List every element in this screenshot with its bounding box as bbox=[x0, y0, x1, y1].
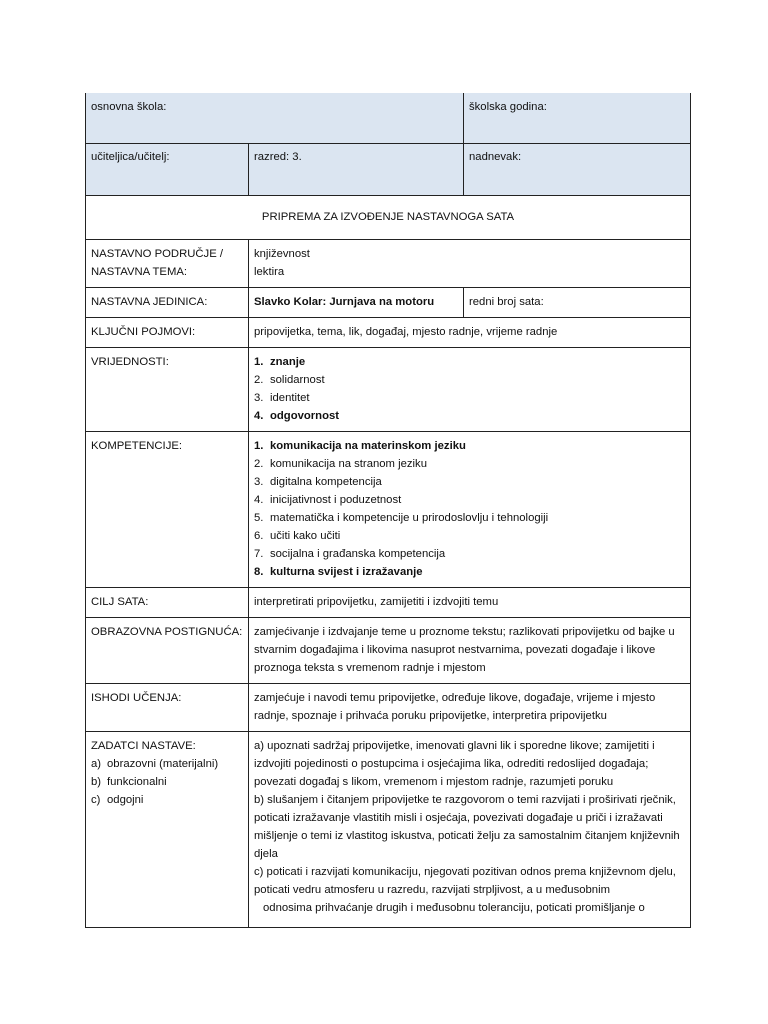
values-item bbox=[254, 371, 685, 389]
values-item-text: identitet bbox=[270, 391, 310, 404]
outcomes-label-cell bbox=[86, 683, 249, 731]
values-item bbox=[254, 407, 685, 425]
competences-item-number: 2. bbox=[254, 457, 264, 470]
goal-label-cell bbox=[86, 587, 249, 617]
competences-item-number: 6. bbox=[254, 529, 264, 542]
tasks-sub-item bbox=[91, 791, 243, 809]
area-label-cell bbox=[86, 239, 249, 287]
competences-item bbox=[254, 455, 685, 473]
tasks-b: b) slušanjem i čitanjem pripovijetke te razgovorom o temi razvijati i proširivati rječnik, poticati izražavanje vlastitih misli i osjećaja, povezivati događaje u priči i izražavati mišljenje o temi iz vlastitog iskustva, poticati želju za samostalnim čitanjem književnih djela bbox=[254, 793, 680, 860]
competences-item-text: kulturna svijest i izražavanje bbox=[270, 565, 423, 578]
area-value-cell bbox=[249, 239, 691, 287]
date-label: nadnevak: bbox=[469, 150, 522, 163]
key-terms-value-cell bbox=[249, 317, 691, 347]
competences-item bbox=[254, 473, 685, 491]
values-item-text: solidarnost bbox=[270, 373, 325, 386]
title-cell bbox=[86, 195, 691, 239]
outcomes-label: ISHODI UČENJA: bbox=[91, 691, 182, 704]
grade-cell bbox=[249, 143, 464, 195]
area-label: NASTAVNO PODRUČJE / NASTAVNA TEMA: bbox=[91, 247, 224, 278]
competences-list bbox=[254, 437, 685, 581]
values-item-number: 4. bbox=[254, 409, 264, 422]
tasks-sub-list bbox=[91, 755, 243, 809]
achievements-value: zamjećivanje i izdvajanje teme u proznome tekstu; razlikovati pripovijetku od bajke u stvarnim događajima i likovima nasuprot nestvarnima, povezati događaje i likove proznoga teksta s vremenom radnje i mjestom bbox=[254, 625, 675, 674]
achievements-label: OBRAZOVNA POSTIGNUĆA: bbox=[91, 625, 243, 638]
tasks-label: ZADATCI NASTAVE: bbox=[91, 739, 196, 752]
year-label: školska godina: bbox=[469, 101, 547, 113]
achievements-value-cell bbox=[249, 617, 691, 683]
lesson-plan-table bbox=[85, 93, 691, 928]
unit-label: NASTAVNA JEDINICA: bbox=[91, 295, 208, 308]
key-terms-label: KLJUČNI POJMOVI: bbox=[91, 325, 196, 338]
date-cell bbox=[464, 143, 691, 195]
values-label-cell bbox=[86, 347, 249, 431]
outcomes-value-cell bbox=[249, 683, 691, 731]
area-value-2: lektira bbox=[254, 265, 285, 278]
values-item-number: 2. bbox=[254, 373, 264, 386]
competences-item-text: socijalna i građanska kompetencija bbox=[270, 547, 446, 560]
values-row bbox=[86, 347, 691, 431]
teacher-label: učiteljica/učitelj: bbox=[91, 150, 170, 163]
competences-item-text: digitalna kompetencija bbox=[270, 475, 382, 488]
values-item bbox=[254, 353, 685, 371]
unit-value: Slavko Kolar: Jurnjava na motoru bbox=[254, 295, 435, 308]
school-label: osnovna škola: bbox=[91, 101, 167, 113]
values-label: VRIJEDNOSTI: bbox=[91, 355, 169, 368]
outcomes-row bbox=[86, 683, 691, 731]
tasks-label-cell bbox=[86, 731, 249, 927]
outcomes-value: zamjećuje i navodi temu pripovijetke, određuje likove, događaje, vrijeme i mjesto radnje, spoznaje i prihvaća poruku pripovijetke, interpretira pripovijetku bbox=[254, 691, 656, 722]
goal-row bbox=[86, 587, 691, 617]
lesson-plan-sheet bbox=[85, 93, 690, 931]
year-cell bbox=[464, 93, 691, 143]
tasks-sub-item-text: obrazovni (materijalni) bbox=[107, 757, 219, 770]
key-terms-label-cell bbox=[86, 317, 249, 347]
values-item-text: odgovornost bbox=[270, 409, 340, 422]
competences-item-text: inicijativnost i poduzetnost bbox=[270, 493, 402, 506]
competences-list-cell bbox=[249, 431, 691, 587]
achievements-row bbox=[86, 617, 691, 683]
achievements-label-cell bbox=[86, 617, 249, 683]
competences-label-cell bbox=[86, 431, 249, 587]
tasks-sub-item bbox=[91, 755, 243, 773]
tasks-sub-item-text: odgojni bbox=[107, 793, 144, 806]
values-list-cell bbox=[249, 347, 691, 431]
values-item bbox=[254, 389, 685, 407]
tasks-sub-item-number: b) bbox=[91, 775, 102, 788]
goal-label: CILJ SATA: bbox=[91, 595, 149, 608]
school-cell bbox=[86, 93, 464, 143]
unit-row bbox=[86, 287, 691, 317]
competences-item bbox=[254, 563, 685, 581]
tasks-sub-item bbox=[91, 773, 243, 791]
area-value-1: književnost bbox=[254, 247, 310, 260]
tasks-c: c) poticati i razvijati komunikaciju, njegovati pozitivan odnos prema književnom djelu, poticati vedru atmosferu u razredu, razvijati strpljivost, a u međusobnim bbox=[254, 865, 676, 896]
competences-item-text: matematička i kompetencije u prirodoslovlju i tehnologiji bbox=[270, 511, 549, 524]
header-row-2 bbox=[86, 143, 691, 195]
values-item-number: 1. bbox=[254, 355, 264, 368]
title-row bbox=[86, 195, 691, 239]
competences-item-number: 7. bbox=[254, 547, 264, 560]
competences-row bbox=[86, 431, 691, 587]
competences-item-text: učiti kako učiti bbox=[270, 529, 341, 542]
competences-item-text: komunikacija na materinskom jeziku bbox=[270, 439, 466, 452]
lesson-number-label: redni broj sata: bbox=[469, 295, 544, 308]
competences-item bbox=[254, 491, 685, 509]
goal-value: interpretirati pripovijetku, zamijetiti i izdvojiti temu bbox=[254, 595, 499, 608]
teacher-cell bbox=[86, 143, 249, 195]
competences-item-text: komunikacija na stranom jeziku bbox=[270, 457, 427, 470]
competences-item-number: 8. bbox=[254, 565, 264, 578]
values-item-text: znanje bbox=[270, 355, 306, 368]
tasks-c-continued: odnosima prihvaćanje drugih i međusobnu toleranciju, poticati promišljanje o bbox=[263, 901, 645, 914]
header-row-1 bbox=[86, 93, 691, 143]
tasks-value-cell bbox=[249, 731, 691, 927]
page-title: PRIPREMA ZA IZVOĐENJE NASTAVNOGA SATA bbox=[261, 210, 515, 223]
competences-item-number: 1. bbox=[254, 439, 264, 452]
competences-item-number: 5. bbox=[254, 511, 264, 524]
competences-item-number: 4. bbox=[254, 493, 264, 506]
competences-item bbox=[254, 527, 685, 545]
goal-value-cell bbox=[249, 587, 691, 617]
tasks-sub-item-text: funkcionalni bbox=[107, 775, 167, 788]
key-terms-row bbox=[86, 317, 691, 347]
tasks-sub-item-number: a) bbox=[91, 757, 102, 770]
tasks-a: a) upoznati sadržaj pripovijetke, imenovati glavni lik i sporedne likove; zamijetiti i izdvojiti pojedinosti o postupcima i osjećajima lika, odrediti redoslijed događaja; povezati događaj s likom, vremenom i mjestom radnje, razumjeti poruku bbox=[254, 739, 655, 788]
competences-item-number: 3. bbox=[254, 475, 264, 488]
grade-label: razred: 3. bbox=[254, 150, 302, 163]
values-item-number: 3. bbox=[254, 391, 264, 404]
tasks-row bbox=[86, 731, 691, 927]
unit-label-cell bbox=[86, 287, 249, 317]
competences-item bbox=[254, 509, 685, 527]
key-terms-value: pripovijetka, tema, lik, događaj, mjesto radnje, vrijeme radnje bbox=[254, 325, 558, 338]
competences-item bbox=[254, 545, 685, 563]
values-list bbox=[254, 353, 685, 425]
competences-label: KOMPETENCIJE: bbox=[91, 439, 183, 452]
unit-value-cell bbox=[249, 287, 464, 317]
tasks-sub-item-number: c) bbox=[91, 793, 101, 806]
competences-item bbox=[254, 437, 685, 455]
lesson-number-cell bbox=[464, 287, 691, 317]
area-row bbox=[86, 239, 691, 287]
